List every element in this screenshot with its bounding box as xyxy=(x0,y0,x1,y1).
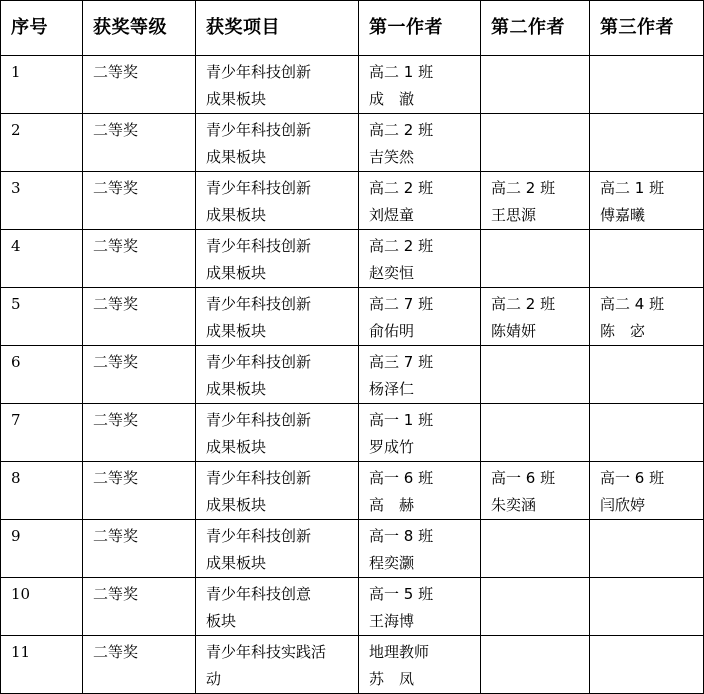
cell-first-author-line-2: 王海博 xyxy=(369,612,415,630)
cell-third-author-line-1: 高一 6 班 xyxy=(600,469,665,487)
cell-first-author-line-1: 高二 1 班 xyxy=(369,63,434,81)
cell-award-project xyxy=(196,462,359,520)
header-first-author: 第一作者 xyxy=(359,1,481,56)
header-index: 序号 xyxy=(1,1,83,56)
table-row xyxy=(1,520,704,578)
cell-first-author xyxy=(359,578,481,636)
cell-award-project-line-1: 青少年科技创新 xyxy=(206,121,312,139)
cell-first-author-line-1: 高一 6 班 xyxy=(369,469,434,487)
cell-award-project xyxy=(196,172,359,230)
cell-award-level: 二等奖 xyxy=(83,172,196,230)
cell-first-author-line-2: 罗成竹 xyxy=(369,438,415,456)
cell-second-author xyxy=(481,578,590,636)
cell-first-author-line-2: 苏 凤 xyxy=(369,670,415,688)
cell-second-author-line-2: 陈婧妍 xyxy=(491,322,537,340)
cell-award-project-line-1: 青少年科技创新 xyxy=(206,411,312,429)
cell-third-author xyxy=(590,346,704,404)
cell-award-project-line-1: 青少年科技创新 xyxy=(206,179,312,197)
cell-award-project xyxy=(196,346,359,404)
table-row xyxy=(1,288,704,346)
cell-third-author xyxy=(590,172,704,230)
header-award-level: 获奖等级 xyxy=(83,1,196,56)
cell-second-author-line-1: 高一 6 班 xyxy=(491,469,556,487)
cell-award-project-line-1: 青少年科技创意 xyxy=(206,585,312,603)
table-row xyxy=(1,462,704,520)
cell-third-author-line-2: 闫欣婷 xyxy=(600,496,646,514)
cell-award-level: 二等奖 xyxy=(83,288,196,346)
cell-award-project-line-2: 成果板块 xyxy=(206,148,267,166)
table-row xyxy=(1,346,704,404)
cell-award-project-line-2: 成果板块 xyxy=(206,380,267,398)
cell-second-author xyxy=(481,172,590,230)
cell-award-project-line-2: 成果板块 xyxy=(206,438,267,456)
table-row xyxy=(1,114,704,172)
cell-index: 2 xyxy=(1,114,83,172)
cell-award-project-line-1: 青少年科技实践活 xyxy=(206,643,327,661)
cell-award-project-line-1: 青少年科技创新 xyxy=(206,469,312,487)
cell-third-author xyxy=(590,636,704,694)
cell-first-author-line-2: 俞佑明 xyxy=(369,322,415,340)
table-row xyxy=(1,56,704,114)
cell-third-author xyxy=(590,578,704,636)
cell-index: 4 xyxy=(1,230,83,288)
cell-first-author xyxy=(359,114,481,172)
cell-first-author-line-1: 高一 1 班 xyxy=(369,411,434,429)
table-row xyxy=(1,578,704,636)
cell-second-author xyxy=(481,346,590,404)
cell-first-author xyxy=(359,520,481,578)
cell-award-project-line-2: 成果板块 xyxy=(206,264,267,282)
cell-second-author xyxy=(481,636,590,694)
cell-third-author xyxy=(590,520,704,578)
cell-award-project-line-2: 板块 xyxy=(206,612,237,630)
cell-third-author-line-2: 傅嘉曦 xyxy=(600,206,646,224)
cell-index: 1 xyxy=(1,56,83,114)
cell-third-author xyxy=(590,56,704,114)
cell-award-project xyxy=(196,114,359,172)
cell-first-author xyxy=(359,288,481,346)
cell-third-author xyxy=(590,114,704,172)
cell-award-project-line-2: 成果板块 xyxy=(206,554,267,572)
cell-award-project-line-2: 成果板块 xyxy=(206,90,267,108)
cell-second-author-line-2: 王思源 xyxy=(491,206,537,224)
cell-third-author-line-1: 高二 4 班 xyxy=(600,295,665,313)
cell-first-author-line-2: 成 澈 xyxy=(369,90,415,108)
cell-index: 9 xyxy=(1,520,83,578)
cell-third-author xyxy=(590,404,704,462)
table-body xyxy=(1,56,704,694)
cell-second-author xyxy=(481,404,590,462)
cell-first-author xyxy=(359,346,481,404)
header-row xyxy=(1,1,704,56)
cell-award-level: 二等奖 xyxy=(83,230,196,288)
cell-second-author xyxy=(481,114,590,172)
cell-first-author-line-2: 程奕灏 xyxy=(369,554,415,572)
cell-second-author xyxy=(481,56,590,114)
cell-award-project xyxy=(196,578,359,636)
cell-index: 10 xyxy=(1,578,83,636)
cell-first-author xyxy=(359,462,481,520)
cell-third-author-line-1: 高二 1 班 xyxy=(600,179,665,197)
cell-award-project-line-1: 青少年科技创新 xyxy=(206,63,312,81)
cell-index: 5 xyxy=(1,288,83,346)
cell-award-level: 二等奖 xyxy=(83,520,196,578)
header-second-author: 第二作者 xyxy=(481,1,590,56)
cell-index: 3 xyxy=(1,172,83,230)
cell-first-author xyxy=(359,404,481,462)
cell-award-level: 二等奖 xyxy=(83,636,196,694)
cell-award-project xyxy=(196,520,359,578)
cell-second-author-line-1: 高二 2 班 xyxy=(491,179,556,197)
cell-first-author-line-1: 高二 2 班 xyxy=(369,179,434,197)
cell-third-author xyxy=(590,230,704,288)
cell-first-author-line-2: 杨泽仁 xyxy=(369,380,415,398)
cell-first-author-line-1: 高一 8 班 xyxy=(369,527,434,545)
cell-award-project-line-1: 青少年科技创新 xyxy=(206,237,312,255)
header-award-project: 获奖项目 xyxy=(196,1,359,56)
cell-award-project-line-1: 青少年科技创新 xyxy=(206,353,312,371)
cell-award-project-line-1: 青少年科技创新 xyxy=(206,295,312,313)
table-row xyxy=(1,404,704,462)
cell-award-level: 二等奖 xyxy=(83,462,196,520)
cell-third-author xyxy=(590,288,704,346)
cell-second-author xyxy=(481,230,590,288)
cell-award-project-line-2: 动 xyxy=(206,670,222,688)
cell-award-project xyxy=(196,288,359,346)
cell-index: 6 xyxy=(1,346,83,404)
cell-third-author-line-2: 陈 宓 xyxy=(600,322,646,340)
cell-index: 8 xyxy=(1,462,83,520)
cell-second-author xyxy=(481,520,590,578)
cell-second-author-line-1: 高二 2 班 xyxy=(491,295,556,313)
table-header xyxy=(1,1,704,56)
table-row xyxy=(1,230,704,288)
cell-first-author-line-1: 地理教师 xyxy=(369,643,430,661)
cell-award-level: 二等奖 xyxy=(83,346,196,404)
table-row xyxy=(1,172,704,230)
header-third-author: 第三作者 xyxy=(590,1,704,56)
cell-first-author xyxy=(359,56,481,114)
cell-index: 11 xyxy=(1,636,83,694)
cell-award-project xyxy=(196,636,359,694)
cell-award-project xyxy=(196,230,359,288)
cell-second-author-line-2: 朱奕涵 xyxy=(491,496,537,514)
cell-first-author-line-1: 高二 2 班 xyxy=(369,237,434,255)
cell-award-project-line-2: 成果板块 xyxy=(206,496,267,514)
cell-first-author-line-1: 高二 7 班 xyxy=(369,295,434,313)
cell-first-author xyxy=(359,172,481,230)
cell-first-author-line-2: 高 赫 xyxy=(369,496,415,514)
cell-second-author xyxy=(481,288,590,346)
cell-award-project xyxy=(196,56,359,114)
cell-first-author-line-1: 高三 7 班 xyxy=(369,353,434,371)
cell-award-project-line-2: 成果板块 xyxy=(206,206,267,224)
cell-first-author-line-2: 刘煜童 xyxy=(369,206,415,224)
cell-first-author-line-2: 吉笑然 xyxy=(369,148,415,166)
cell-first-author xyxy=(359,636,481,694)
cell-first-author-line-1: 高二 2 班 xyxy=(369,121,434,139)
cell-award-project-line-1: 青少年科技创新 xyxy=(206,527,312,545)
cell-index: 7 xyxy=(1,404,83,462)
cell-award-level: 二等奖 xyxy=(83,56,196,114)
cell-second-author xyxy=(481,462,590,520)
cell-award-level: 二等奖 xyxy=(83,114,196,172)
cell-first-author-line-2: 赵奕恒 xyxy=(369,264,415,282)
cell-award-level: 二等奖 xyxy=(83,404,196,462)
cell-award-project xyxy=(196,404,359,462)
cell-first-author-line-1: 高一 5 班 xyxy=(369,585,434,603)
cell-award-project-line-2: 成果板块 xyxy=(206,322,267,340)
cell-third-author xyxy=(590,462,704,520)
table-row xyxy=(1,636,704,694)
cell-award-level: 二等奖 xyxy=(83,578,196,636)
cell-first-author xyxy=(359,230,481,288)
